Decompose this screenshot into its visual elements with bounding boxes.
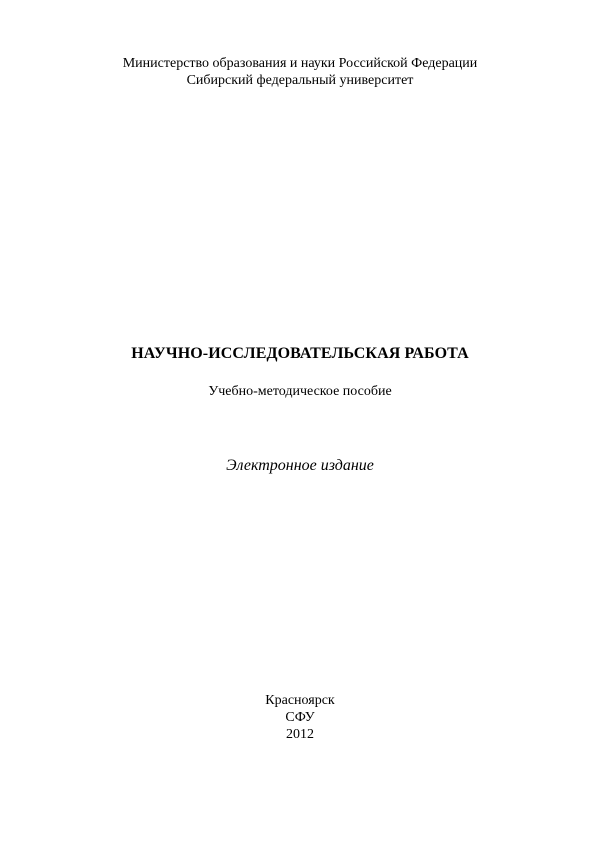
university-line: Сибирский федеральный университет xyxy=(186,73,414,88)
imprint-city: Красноярск xyxy=(265,693,335,708)
document-subtitle: Учебно-методическое пособие xyxy=(208,384,392,399)
edition-note: Электронное издание xyxy=(226,457,374,474)
imprint-year: 2012 xyxy=(286,727,314,742)
document-title: НАУЧНО-ИССЛЕДОВАТЕЛЬСКАЯ РАБОТА xyxy=(131,345,469,362)
ministry-line: Министерство образования и науки Российской Федерации xyxy=(122,56,478,71)
imprint-publisher: СФУ xyxy=(285,710,315,725)
